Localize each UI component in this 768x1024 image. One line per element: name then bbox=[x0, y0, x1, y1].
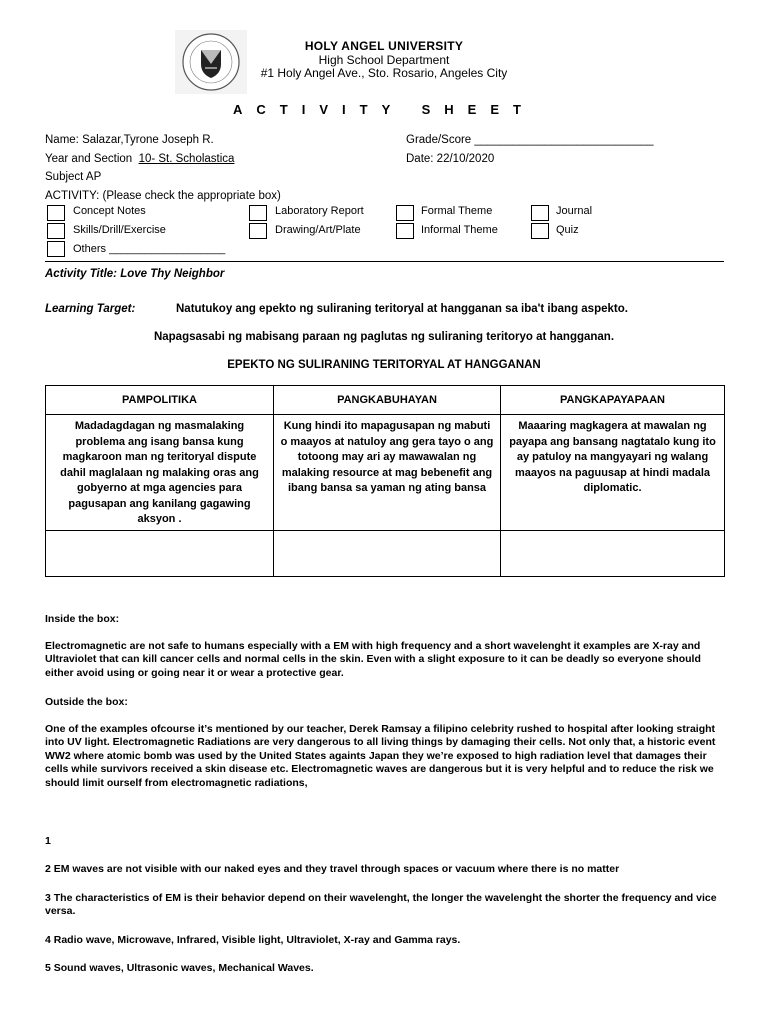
date-field: Date: 22/10/2020 bbox=[406, 153, 495, 165]
checkbox-quiz[interactable] bbox=[531, 223, 549, 239]
header-pampolitika: PAMPOLITIKA bbox=[46, 386, 274, 415]
university-address: #1 Holy Angel Ave., Sto. Rosario, Angeles City bbox=[260, 66, 508, 80]
checkbox-skills-drill[interactable] bbox=[47, 223, 65, 239]
checkbox-formal-theme[interactable] bbox=[396, 205, 414, 221]
answer-2: 2 EM waves are not visible with our naked eyes and they travel through spaces or vacuum where there is no matter bbox=[45, 863, 620, 875]
option-concept-notes: Concept Notes bbox=[73, 205, 146, 217]
grade-score: Grade/Score ____________________________ bbox=[406, 134, 654, 146]
year-section bbox=[45, 153, 234, 165]
sheet-title: ACTIVITY SHEET bbox=[233, 102, 535, 117]
table-title: EPEKTO NG SULIRANING TERITORYAL AT HANGGANAN bbox=[227, 359, 541, 371]
option-informal-theme: Informal Theme bbox=[421, 224, 498, 236]
cell-pampolitika: Madadagdagan ng masmalaking problema ang isang bansa kung magkaroon man ng teritoryal dispute dahil maglalaan ng malaking oras ang gobyerno at mga agencies para pagusapan ang kanilang gagawing aksyon . bbox=[46, 415, 274, 531]
year-section-value: 10- St. Scholastica bbox=[138, 153, 235, 165]
learning-target-label: Learning Target: bbox=[45, 303, 136, 315]
empty-cell[interactable] bbox=[46, 530, 274, 576]
outside-box-text: One of the examples ofcourse it’s mentioned by our teacher, Derek Ramsay a filipino celebrity rushed to hospital after looking straight into UV light. Electromagnetic Radiations are very dangerous to all living things by damaging their cells. Not only that, a historic event WW2 where atomic bomb was used by the United States againts Japan they we’re exposed to high radiation level that damages their cells while survivors received a skin disease etc. Electromagnetic waves are dangerous but it is very helpful and to reduce the risk we should limit ourself from electromagnetic radiations, bbox=[45, 723, 716, 789]
table-row-empty bbox=[46, 530, 725, 576]
option-journal: Journal bbox=[556, 205, 593, 217]
option-formal-theme: Formal Theme bbox=[421, 205, 493, 217]
option-quiz: Quiz bbox=[556, 224, 579, 236]
option-skills-drill: Skills/Drill/Exercise bbox=[73, 224, 166, 236]
checkbox-others[interactable] bbox=[47, 241, 65, 257]
empty-cell[interactable] bbox=[274, 530, 501, 576]
cell-pangkabuhayan: Kung hindi ito mapagusapan ng mabuti o maayos at natuloy ang gera tayo o ang totoong may ari ay mawawalan ng malaking resource at mag bebenefit ang ibang bansa sa yaman ng ating bansa bbox=[274, 415, 501, 531]
subject-field: Subject AP bbox=[45, 171, 102, 183]
checkbox-informal-theme[interactable] bbox=[396, 223, 414, 239]
learning-target-2: Napagsasabi ng mabisang paraan ng paglutas ng suliraning teritoryo at hangganan. bbox=[153, 331, 615, 343]
activity-prompt: ACTIVITY: (Please check the appropriate box) bbox=[45, 190, 281, 202]
student-name: Name: Salazar,Tyrone Joseph R. bbox=[45, 134, 214, 146]
answer-3: 3 The characteristics of EM is their behavior depend on their wavelenght, the longer the wavelenght the shorter the frequency and vice versa. bbox=[45, 892, 717, 918]
table-row bbox=[46, 415, 725, 531]
answer-1: 1 bbox=[45, 835, 51, 847]
option-drawing-art: Drawing/Art/Plate bbox=[275, 224, 361, 236]
answer-5: 5 Sound waves, Ultrasonic waves, Mechanical Waves. bbox=[45, 962, 314, 974]
empty-cell[interactable] bbox=[501, 530, 725, 576]
section-divider bbox=[45, 261, 724, 262]
inside-box-text: Electromagnetic are not safe to humans especially with a EM with high frequency and a short wavelenght it examples are X-ray and Ultraviolet that can kill cancer cells and normal cells in the skin. Even with a slight exposure to it can be deadly so everyone should either avoid using or going near it or wear a protective gear. bbox=[45, 640, 701, 679]
inside-box-label: Inside the box: bbox=[45, 613, 120, 625]
checkbox-journal[interactable] bbox=[531, 205, 549, 221]
department-name: High School Department bbox=[318, 53, 450, 67]
option-laboratory-report: Laboratory Report bbox=[275, 205, 364, 217]
university-name: HOLY ANGEL UNIVERSITY bbox=[304, 39, 464, 53]
table-header-row bbox=[46, 386, 725, 415]
header-pangkapayapaan: PANGKAPAYAPAAN bbox=[501, 386, 725, 415]
learning-target-1: Natutukoy ang epekto ng suliraning teritoryal at hangganan sa iba't ibang aspekto. bbox=[176, 303, 628, 315]
outside-box-label: Outside the box: bbox=[45, 696, 128, 708]
checkbox-laboratory-report[interactable] bbox=[249, 205, 267, 221]
checkbox-drawing-art[interactable] bbox=[249, 223, 267, 239]
answer-4: 4 Radio wave, Microwave, Infrared, Visible light, Ultraviolet, X-ray and Gamma rays. bbox=[45, 934, 461, 946]
header-pangkabuhayan: PANGKABUHAYAN bbox=[274, 386, 501, 415]
cell-pangkapayapaan: Maaaring magkagera at mawalan ng payapa ang bansang nagtatalo kung ito ay patuloy na mangyayari ng walang maayos na paguusap at hindi madala diplomatic. bbox=[501, 415, 725, 531]
activity-title: Activity Title: Love Thy Neighbor bbox=[45, 268, 225, 280]
year-section-label: Year and Section bbox=[45, 153, 133, 165]
option-others: Others ___________________ bbox=[73, 243, 226, 255]
checkbox-concept-notes[interactable] bbox=[47, 205, 65, 221]
effects-table bbox=[45, 385, 725, 577]
